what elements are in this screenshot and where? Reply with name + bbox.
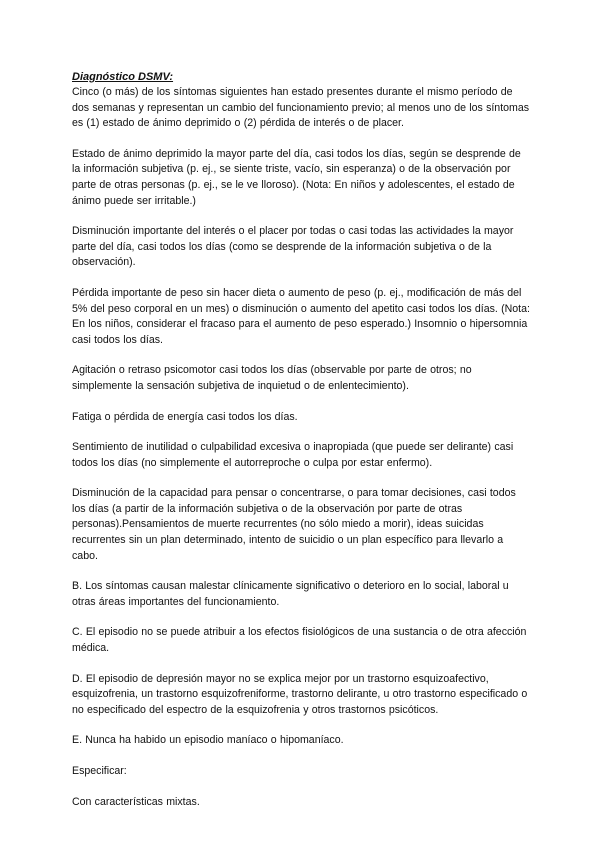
paragraph-worthlessness: Sentimiento de inutilidad o culpabilidad excesiva o inapropiada (que puede ser delirante) casi todos los días (no simplemente el autorreproche o culpa por estar enfermo). (72, 441, 514, 469)
paragraph-loss-of-interest: Disminución importante del interés o el placer por todas o casi todas las actividades la mayor parte del día, casi todos los días (como se desprende de la información subjetiva o de la observación). (72, 225, 514, 269)
paragraph-criterion-b: B. Los síntomas causan malestar clínicamente significativo o deterioro en lo social, laboral u otras áreas importantes del funcionamiento. (72, 580, 509, 608)
paragraph-criterion-d: D. El episodio de depresión mayor no se explica mejor por un trastorno esquizoafectivo, esquizofrenia, un trastorno esquizofreniforme, trastorno delirante, u otro trastorno especificado o no especificado del espectro de la esquizofrenia y otros trastornos psicóticos. (72, 672, 528, 716)
paragraph-specify: Especificar: (72, 765, 127, 777)
document-title: Diagnóstico DSMV: (72, 71, 174, 83)
paragraph-psychomotor: Agitación o retraso psicomotor casi todos los días (observable por parte de otros; no simplemente la sensación subjetiva de inquietud o de enlentecimiento). (72, 364, 472, 392)
paragraph-concentration-death: Disminución de la capacidad para pensar o concentrarse, o para tomar decisiones, casi todos los días (a partir de la información subjetiva o de la observación por parte de otras personas).Pensamientos de muerte recurrentes (no sólo miedo a morir), ideas suicidas recurrentes sin un plan determinado, intento de suicidio o un plan específico para llevarlo a cabo. (72, 487, 516, 562)
paragraph-weight-sleep: Pérdida importante de peso sin hacer dieta o aumento de peso (p. ej., modificación de más del 5% del peso corporal en un mes) o disminución o aumento del apetito casi todos los días. (Nota: En los niños, considerar el fracaso para el aumento de peso esperado.) Insomnio o hipersomnia casi todos los días. (72, 286, 530, 346)
paragraph-fatigue: Fatiga o pérdida de energía casi todos los días. (72, 410, 298, 423)
paragraph-criterion-c: C. El episodio no se puede atribuir a los efectos fisiológicos de una sustancia o de otra afección médica. (72, 626, 527, 655)
paragraph-criteria-intro: Cinco (o más) de los síntomas siguientes han estado presentes durante el mismo período de dos semanas y representan un cambio del funcionamiento previo; al menos uno de los síntomas es (1) estado de ánimo deprimido o (2) pérdida de interés o de placer. (72, 86, 530, 130)
paragraph-criterion-e: E. Nunca ha habido un episodio maníaco o hipomaníaco. (72, 734, 344, 747)
paragraph-mixed-features: Con características mixtas. (72, 795, 200, 808)
paragraph-depressed-mood: Estado de ánimo deprimido la mayor parte del día, casi todos los días, según se desprende de la información subjetiva (p. ej., se siente triste, vacío, sin esperanza) o de la observación por parte de otras personas (p. ej., se le ve lloroso). (Nota: En niños y adolescentes, el estado de ánimo puede ser irritable.) (72, 147, 521, 207)
